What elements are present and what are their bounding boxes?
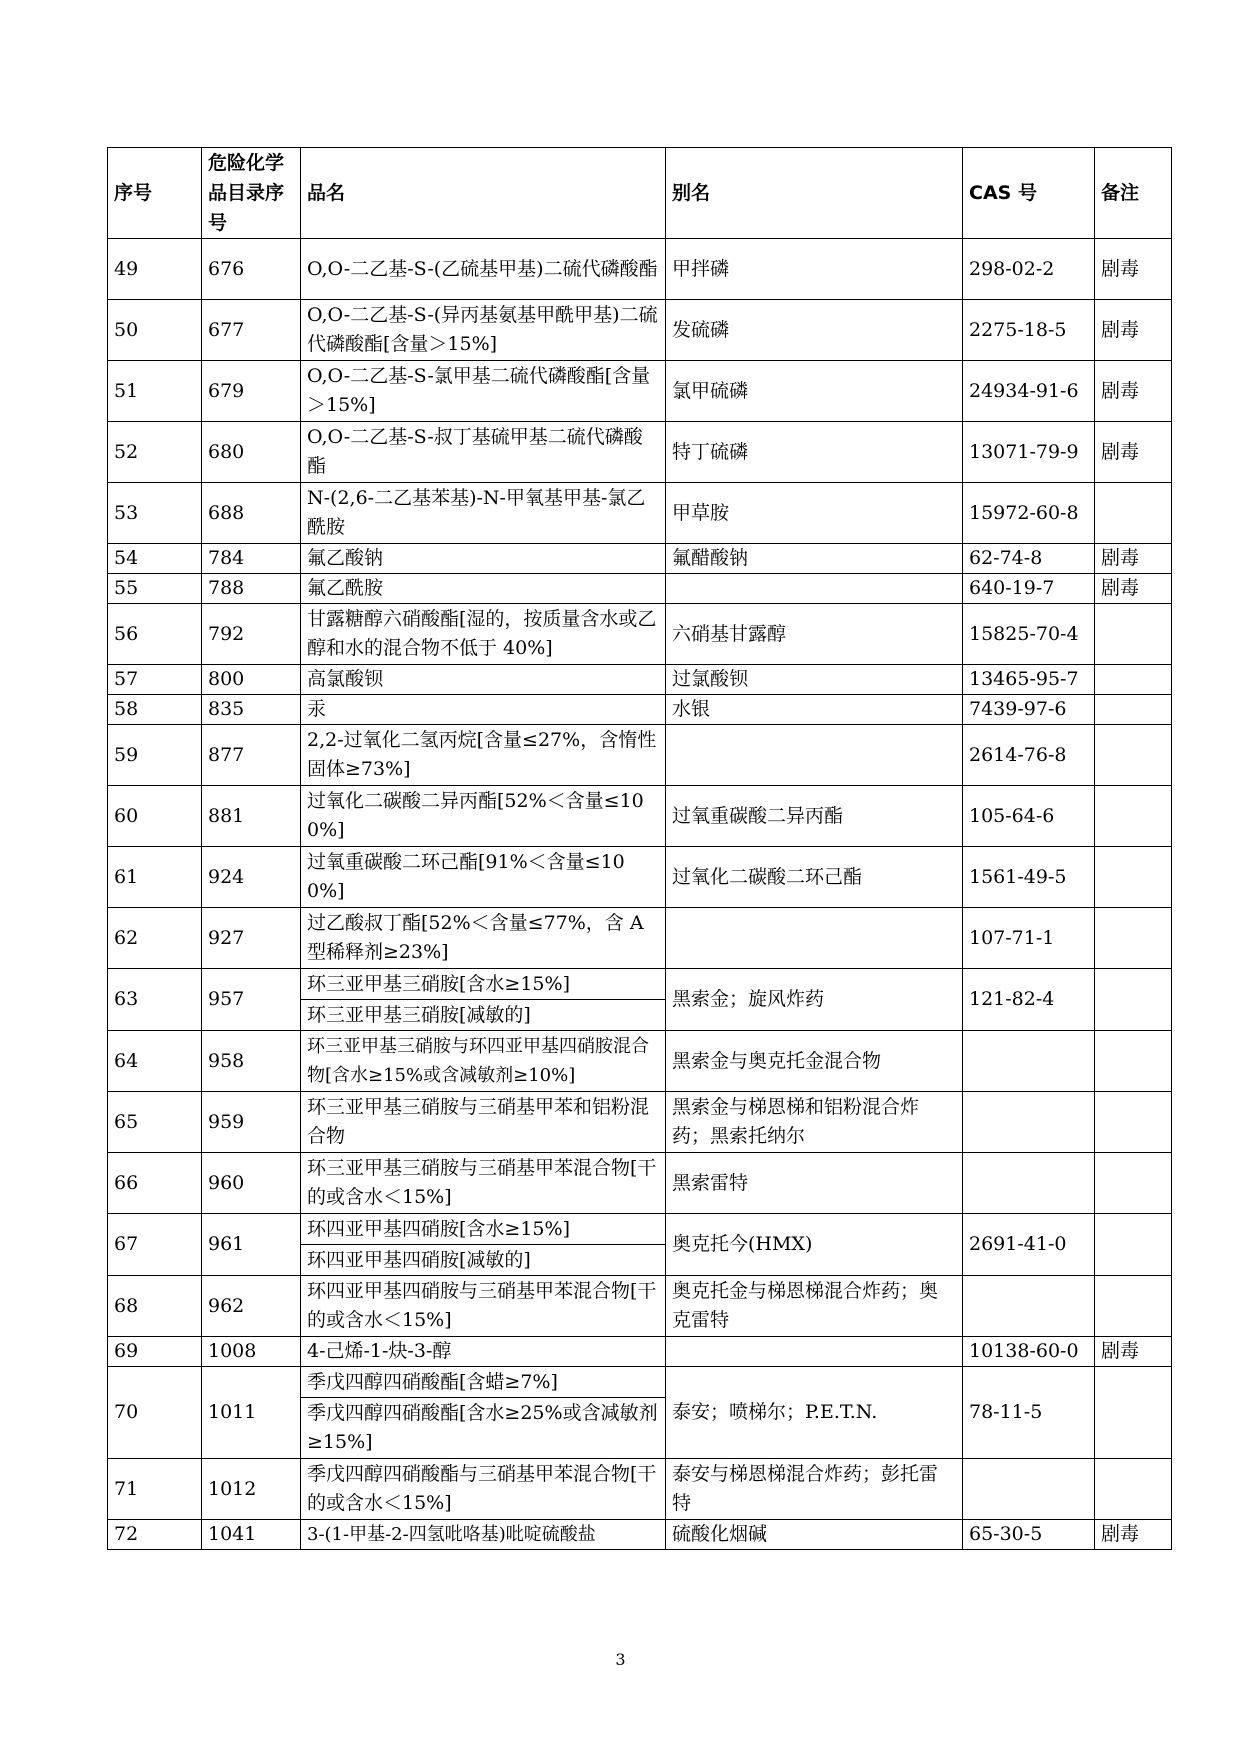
- table-row: [108, 361, 1172, 422]
- cell-seq: 59: [108, 725, 202, 786]
- cell-catalog-no: 835: [202, 695, 301, 725]
- cell-alias: 黑索金与梯恩梯和铝粉混合炸药；黑索托纳尔: [666, 1092, 963, 1153]
- cell-catalog-no: 877: [202, 725, 301, 786]
- cell-name: 过氧化二碳酸二异丙酯[52%＜含量≤100%]: [301, 786, 666, 847]
- cell-name: O,O-二乙基-S-(乙硫基甲基)二硫代磷酸酯: [301, 239, 666, 300]
- cell-alias: 特丁硫磷: [666, 422, 963, 483]
- cell-note: [1095, 1367, 1172, 1459]
- cell-name: 甘露糖醇六硝酸酯[湿的，按质量含水或乙醇和水的混合物不低于 40%]: [301, 604, 666, 665]
- cell-catalog-no: 788: [202, 574, 301, 604]
- table-row: [108, 665, 1172, 695]
- header-cas: CAS 号: [963, 148, 1095, 239]
- table-row: [108, 544, 1172, 574]
- cell-catalog-no: 688: [202, 483, 301, 544]
- cell-cas: 2691-41-0: [963, 1214, 1095, 1276]
- header-note: 备注: [1095, 148, 1172, 239]
- cell-cas: 640-19-7: [963, 574, 1095, 604]
- cell-cas: 105-64-6: [963, 786, 1095, 847]
- table-row: [108, 422, 1172, 483]
- cell-alias: 黑索金；旋风炸药: [666, 969, 963, 1031]
- chemicals-table: [107, 147, 1172, 1550]
- cell-cas: 24934-91-6: [963, 361, 1095, 422]
- cell-note: 剧毒: [1095, 1337, 1172, 1367]
- cell-note: [1095, 1092, 1172, 1153]
- cell-seq: 66: [108, 1153, 202, 1214]
- cell-note: 剧毒: [1095, 1520, 1172, 1550]
- cell-cas: 121-82-4: [963, 969, 1095, 1031]
- cell-cas: 13465-95-7: [963, 665, 1095, 695]
- cell-name: 环三亚甲基三硝胺[减敏的]: [301, 1000, 666, 1031]
- cell-name: 环四亚甲基四硝胺与三硝基甲苯混合物[干的或含水＜15%]: [301, 1276, 666, 1337]
- cell-alias: 泰安；喷梯尔；P.E.T.N.: [666, 1367, 963, 1459]
- cell-seq: 58: [108, 695, 202, 725]
- cell-seq: 65: [108, 1092, 202, 1153]
- cell-seq: 70: [108, 1367, 202, 1459]
- cell-cas: 78-11-5: [963, 1367, 1095, 1459]
- cell-cas: 7439-97-6: [963, 695, 1095, 725]
- cell-alias: [666, 574, 963, 604]
- table-row: [108, 1367, 1172, 1398]
- cell-alias: 氟醋酸钠: [666, 544, 963, 574]
- cell-note: 剧毒: [1095, 239, 1172, 300]
- header-name: 品名: [301, 148, 666, 239]
- cell-catalog-no: 792: [202, 604, 301, 665]
- table-row: [108, 604, 1172, 665]
- cell-seq: 60: [108, 786, 202, 847]
- cell-note: [1095, 604, 1172, 665]
- table-row: [108, 574, 1172, 604]
- cell-catalog-no: 961: [202, 1214, 301, 1276]
- cell-note: [1095, 665, 1172, 695]
- cell-name: 环三亚甲基三硝胺[含水≥15%]: [301, 969, 666, 1000]
- cell-cas: 1561-49-5: [963, 847, 1095, 908]
- cell-alias: 氯甲硫磷: [666, 361, 963, 422]
- cell-note: 剧毒: [1095, 361, 1172, 422]
- table-row: [108, 300, 1172, 361]
- cell-name: O,O-二乙基-S-(异丙基氨基甲酰甲基)二硫代磷酸酯[含量＞15%]: [301, 300, 666, 361]
- cell-name: 4-己烯-1-炔-3-醇: [301, 1337, 666, 1367]
- cell-cas: [963, 1031, 1095, 1092]
- cell-name: 季戊四醇四硝酸酯[含蜡≥7%]: [301, 1367, 666, 1398]
- cell-note: [1095, 1031, 1172, 1092]
- cell-name: 环四亚甲基四硝胺[减敏的]: [301, 1245, 666, 1276]
- cell-name: O,O-二乙基-S-氯甲基二硫代磷酸酯[含量＞15%]: [301, 361, 666, 422]
- cell-catalog-no: 1011: [202, 1367, 301, 1459]
- cell-name: 汞: [301, 695, 666, 725]
- table-row: [108, 847, 1172, 908]
- cell-alias: 奥克托今(HMX): [666, 1214, 963, 1276]
- cell-alias: 黑索金与奥克托金混合物: [666, 1031, 963, 1092]
- cell-note: [1095, 1214, 1172, 1276]
- cell-seq: 55: [108, 574, 202, 604]
- cell-name: 高氯酸钡: [301, 665, 666, 695]
- cell-seq: 67: [108, 1214, 202, 1276]
- cell-cas: 15825-70-4: [963, 604, 1095, 665]
- cell-seq: 51: [108, 361, 202, 422]
- cell-name: 季戊四醇四硝酸酯与三硝基甲苯混合物[干的或含水＜15%]: [301, 1459, 666, 1520]
- cell-cas: 107-71-1: [963, 908, 1095, 969]
- cell-cas: [963, 1153, 1095, 1214]
- cell-catalog-no: 1008: [202, 1337, 301, 1367]
- cell-seq: 71: [108, 1459, 202, 1520]
- cell-alias: [666, 1337, 963, 1367]
- header-catalog-no: 危险化学品目录序号: [202, 148, 301, 239]
- table-row: [108, 483, 1172, 544]
- cell-alias: 过氯酸钡: [666, 665, 963, 695]
- table-row: [108, 695, 1172, 725]
- header-seq: 序号: [108, 148, 202, 239]
- cell-catalog-no: 959: [202, 1092, 301, 1153]
- cell-seq: 62: [108, 908, 202, 969]
- cell-seq: 64: [108, 1031, 202, 1092]
- cell-catalog-no: 958: [202, 1031, 301, 1092]
- table-row: [108, 908, 1172, 969]
- cell-alias: [666, 908, 963, 969]
- table-row: [108, 1031, 1172, 1092]
- cell-alias: 奥克托金与梯恩梯混合炸药；奥克雷特: [666, 1276, 963, 1337]
- cell-name: 3-(1-甲基-2-四氢吡咯基)吡啶硫酸盐: [301, 1520, 666, 1550]
- cell-note: [1095, 969, 1172, 1031]
- cell-note: 剧毒: [1095, 422, 1172, 483]
- cell-name: 环四亚甲基四硝胺[含水≥15%]: [301, 1214, 666, 1245]
- cell-seq: 50: [108, 300, 202, 361]
- cell-seq: 68: [108, 1276, 202, 1337]
- cell-seq: 53: [108, 483, 202, 544]
- cell-note: [1095, 1153, 1172, 1214]
- cell-catalog-no: 676: [202, 239, 301, 300]
- cell-name: N-(2,6-二乙基苯基)-N-甲氧基甲基-氯乙酰胺: [301, 483, 666, 544]
- cell-cas: 2275-18-5: [963, 300, 1095, 361]
- cell-seq: 49: [108, 239, 202, 300]
- cell-note: [1095, 1276, 1172, 1337]
- cell-cas: [963, 1459, 1095, 1520]
- cell-alias: 过氧重碳酸二异丙酯: [666, 786, 963, 847]
- cell-alias: 泰安与梯恩梯混合炸药；彭托雷特: [666, 1459, 963, 1520]
- cell-catalog-no: 677: [202, 300, 301, 361]
- cell-cas: 10138-60-0: [963, 1337, 1095, 1367]
- cell-seq: 56: [108, 604, 202, 665]
- cell-name: 氟乙酸钠: [301, 544, 666, 574]
- cell-seq: 61: [108, 847, 202, 908]
- cell-catalog-no: 800: [202, 665, 301, 695]
- cell-alias: 发硫磷: [666, 300, 963, 361]
- table-row: [108, 725, 1172, 786]
- cell-name: 环三亚甲基三硝胺与环四亚甲基四硝胺混合物[含水≥15%或含减敏剂≥10%]: [301, 1031, 666, 1092]
- cell-note: [1095, 908, 1172, 969]
- cell-seq: 69: [108, 1337, 202, 1367]
- cell-cas: [963, 1276, 1095, 1337]
- cell-catalog-no: 960: [202, 1153, 301, 1214]
- table-row: [108, 1459, 1172, 1520]
- cell-alias: 硫酸化烟碱: [666, 1520, 963, 1550]
- table-row: [108, 1214, 1172, 1245]
- table-row: [108, 1337, 1172, 1367]
- cell-note: [1095, 1459, 1172, 1520]
- cell-cas: 62-74-8: [963, 544, 1095, 574]
- cell-note: [1095, 786, 1172, 847]
- cell-alias: [666, 725, 963, 786]
- cell-catalog-no: 924: [202, 847, 301, 908]
- cell-alias: 黑索雷特: [666, 1153, 963, 1214]
- cell-name: 过乙酸叔丁酯[52%＜含量≤77%，含 A 型稀释剂≥23%]: [301, 908, 666, 969]
- cell-cas: 65-30-5: [963, 1520, 1095, 1550]
- cell-note: [1095, 847, 1172, 908]
- cell-alias: 水银: [666, 695, 963, 725]
- cell-alias: 六硝基甘露醇: [666, 604, 963, 665]
- cell-catalog-no: 957: [202, 969, 301, 1031]
- cell-catalog-no: 679: [202, 361, 301, 422]
- cell-seq: 54: [108, 544, 202, 574]
- cell-seq: 52: [108, 422, 202, 483]
- cell-cas: 13071-79-9: [963, 422, 1095, 483]
- cell-name: 2,2-过氧化二氢丙烷[含量≤27%，含惰性固体≥73%]: [301, 725, 666, 786]
- cell-alias: 甲草胺: [666, 483, 963, 544]
- cell-cas: [963, 1092, 1095, 1153]
- cell-name: 过氧重碳酸二环己酯[91%＜含量≤100%]: [301, 847, 666, 908]
- cell-cas: 298-02-2: [963, 239, 1095, 300]
- cell-name: O,O-二乙基-S-叔丁基硫甲基二硫代磷酸酯: [301, 422, 666, 483]
- table-row: [108, 969, 1172, 1000]
- cell-alias: 过氧化二碳酸二环己酯: [666, 847, 963, 908]
- cell-alias: 甲拌磷: [666, 239, 963, 300]
- cell-catalog-no: 962: [202, 1276, 301, 1337]
- table-row: [108, 239, 1172, 300]
- table-row: [108, 1153, 1172, 1214]
- page-number: 3: [615, 1650, 626, 1669]
- cell-catalog-no: 784: [202, 544, 301, 574]
- cell-name: 氟乙酰胺: [301, 574, 666, 604]
- cell-name: 环三亚甲基三硝胺与三硝基甲苯和铝粉混合物: [301, 1092, 666, 1153]
- cell-note: 剧毒: [1095, 574, 1172, 604]
- cell-note: 剧毒: [1095, 300, 1172, 361]
- cell-seq: 63: [108, 969, 202, 1031]
- cell-note: 剧毒: [1095, 544, 1172, 574]
- table-row: [108, 1276, 1172, 1337]
- cell-catalog-no: 1041: [202, 1520, 301, 1550]
- cell-catalog-no: 680: [202, 422, 301, 483]
- cell-seq: 57: [108, 665, 202, 695]
- cell-note: [1095, 695, 1172, 725]
- cell-catalog-no: 927: [202, 908, 301, 969]
- header-row: [108, 148, 1172, 239]
- header-alias: 别名: [666, 148, 963, 239]
- cell-seq: 72: [108, 1520, 202, 1550]
- cell-cas: 15972-60-8: [963, 483, 1095, 544]
- table-row: [108, 1092, 1172, 1153]
- cell-note: [1095, 483, 1172, 544]
- cell-note: [1095, 725, 1172, 786]
- cell-name: 季戊四醇四硝酸酯[含水≥25%或含减敏剂≥15%]: [301, 1398, 666, 1459]
- table-row: [108, 1520, 1172, 1550]
- cell-catalog-no: 1012: [202, 1459, 301, 1520]
- cell-catalog-no: 881: [202, 786, 301, 847]
- cell-cas: 2614-76-8: [963, 725, 1095, 786]
- cell-name: 环三亚甲基三硝胺与三硝基甲苯混合物[干的或含水＜15%]: [301, 1153, 666, 1214]
- table-row: [108, 786, 1172, 847]
